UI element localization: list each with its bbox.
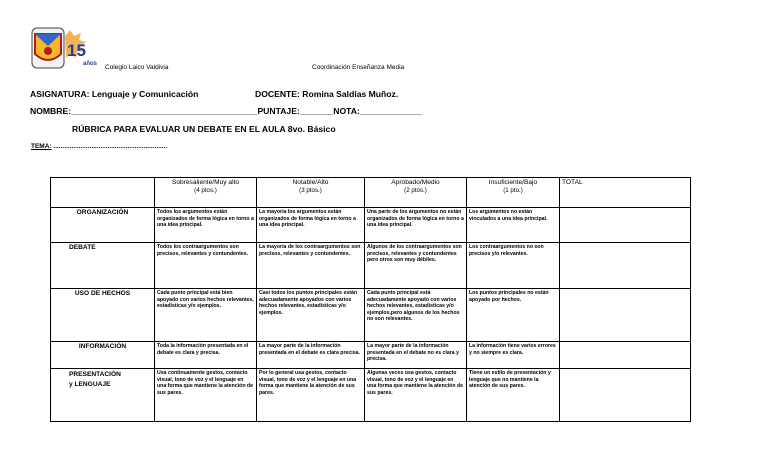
subject-row [30,89,399,99]
total-cell[interactable] [560,243,691,289]
descriptor-cell: Por lo general usa gestos, contacto visual, tono de voz y el lenguaje en una forma que mantiene la atención de sus pares. [257,369,365,422]
criterion-cell: DEBATE [51,243,155,289]
tema-dots: ............................................................... [51,143,168,150]
total-cell[interactable] [560,289,691,342]
tema-line [31,143,167,150]
level-header: Aprobado/Medio (2 ptos.) [365,178,467,208]
table-row [51,243,691,289]
descriptor-cell: Todos los argumentos están organizados de forma lógica en torno a una idea principal. [155,208,257,243]
svg-text:años: años [83,61,98,67]
svg-text:15: 15 [67,41,86,60]
level-header: Insuficiente/Bajo (1 pto.) [467,178,560,208]
tema-label: TEMA: [31,143,52,150]
subject-label: ASIGNATURA: Lenguaje y Comunicación [30,89,199,99]
descriptor-cell: Algunas veces usa gestos, contacto visual, tono de voz y el lenguaje en una forma que mantiene la atención de sus pares. [365,369,467,422]
criterion-cell: USO DE HECHOS [51,289,155,342]
descriptor-cell: Tiene un estilo de presentación y lenguaje que no mantiene la atención de sus pares. [467,369,560,422]
total-cell[interactable] [560,342,691,369]
teacher-label: DOCENTE: Romina Saldías Muñoz. [255,89,399,99]
header-row [51,178,691,208]
descriptor-cell: Los contraargumentos no son precisos y/o relevantes. [467,243,560,289]
total-cell[interactable] [560,208,691,243]
descriptor-cell: Cada punto principal está adecuadamente apoyado con varios hechos relevantes, estadísticas y/o ejemplos,pero algunos de los hechos no son relevantes. [365,289,467,342]
descriptor-cell: Una parte de los argumentos no están organizados de forma lógica en torno a una idea principal. [365,208,467,243]
criterion-cell: INFORMACIÓN [51,342,155,369]
descriptor-cell: La información tiene varios errores y no siempre es clara. [467,342,560,369]
coordination-name: Coordinación Enseñanza Media [312,64,405,71]
document-title: RÚBRICA PARA EVALUAR UN DEBATE EN EL AULA 8vo. Básico [72,124,336,134]
level-header: Sobresaliente/Muy alto (4 ptos.) [155,178,257,208]
descriptor-cell: Algunos de los contraargumentos son precisos, relevantes y contundentes pero otros son muy débiles. [365,243,467,289]
corner-cell [51,178,155,208]
descriptor-cell: Toda la información presentada en el debate es clara y precisa. [155,342,257,369]
rubric-table [50,177,691,422]
descriptor-cell: La mayoría de los contraargumentos son precisos, relevantes y contundentes. [257,243,365,289]
descriptor-cell: Casi todos los puntos principales están adecuadamente apoyados con varios hechos relevantes, estadísticas y/o ejemplos. [257,289,365,342]
descriptor-cell: La mayor parte de la información presentada en el debate es clara precisa. [257,342,365,369]
descriptor-cell: Usa continuamente gestos, contacto visual, tono de voz y el lenguaje en una forma que mantiene la atención de sus pares. [155,369,257,422]
criterion-cell: ORGANIZACIÓN [51,208,155,243]
table-row [51,208,691,243]
student-info-line: NOMBRE:_______________________________________PUNTAJE:_______NOTA:_____________ [30,106,422,116]
level-header: Notable/Alto (3 ptos.) [257,178,365,208]
table-row [51,342,691,369]
descriptor-cell: Cada punto principal está bien apoyado con varios hechos relevantes, estadísticas y/o ejemplos. [155,289,257,342]
descriptor-cell: La mayoría los argumentos están organizados de forma lógica en torno a una idea principal. [257,208,365,243]
descriptor-cell: La mayor parte de la información presentada en el debate no es clara y precisa. [365,342,467,369]
criterion-cell: PRESENTACIÓN y LENGUAJE [51,369,155,422]
total-header: TOTAL [560,178,691,208]
descriptor-cell: Todos los contraargumentos son precisos, relevantes y contundentes. [155,243,257,289]
table-row [51,369,691,422]
descriptor-cell: Los argumentos no están vinculados a una idea principal. [467,208,560,243]
total-cell[interactable] [560,369,691,422]
school-name: Colegio Laico Valdivia [105,64,169,71]
table-row [51,289,691,342]
descriptor-cell: Los puntos principales no están apoyado por hechos. [467,289,560,342]
school-logo [31,26,101,72]
